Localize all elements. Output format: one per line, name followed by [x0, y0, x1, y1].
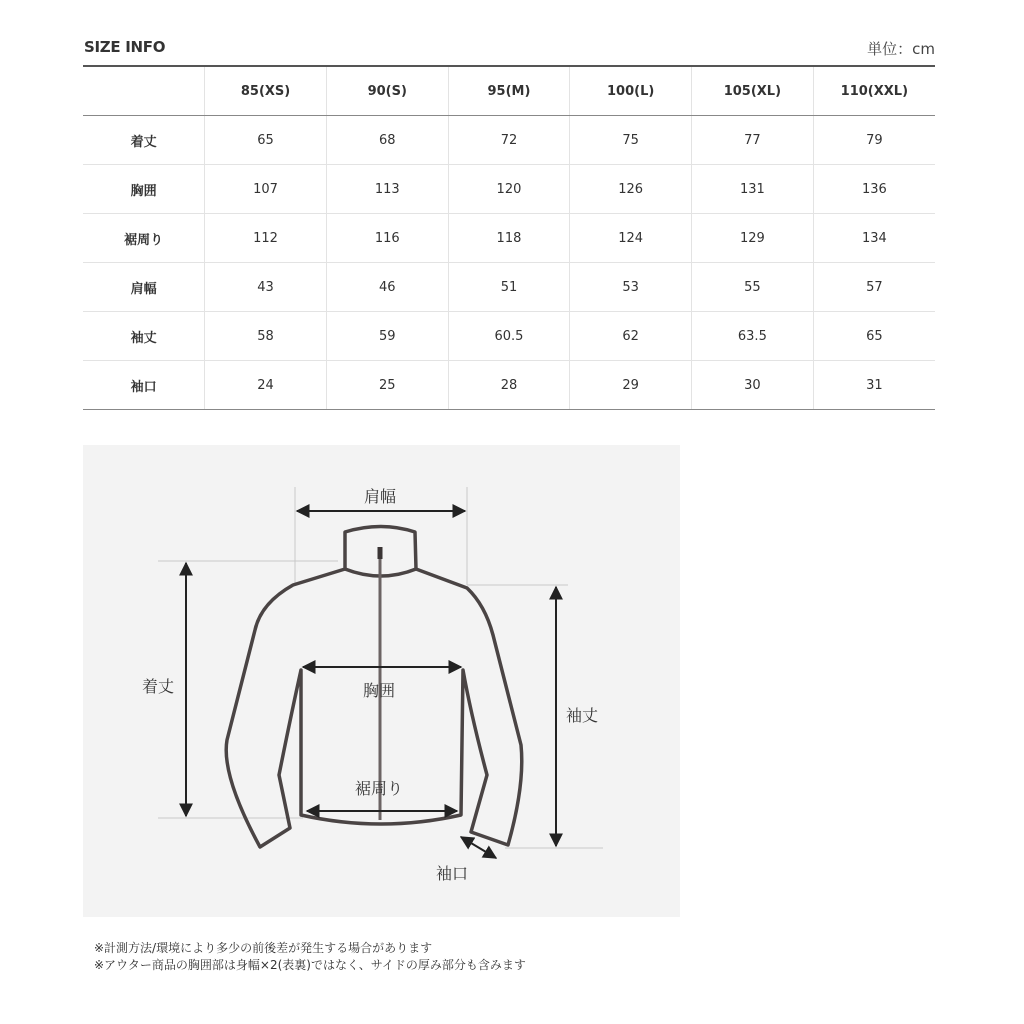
- column-header: 110(XXL): [813, 66, 935, 116]
- table-row: [83, 361, 935, 410]
- cuff-label: 袖口: [436, 864, 469, 883]
- table-cell: 31: [813, 361, 935, 410]
- table-cell: 58: [205, 312, 327, 361]
- column-header: 90(S): [326, 66, 448, 116]
- table-cell: 112: [205, 214, 327, 263]
- measurement-diagram: [83, 445, 680, 917]
- table-cell: 129: [692, 214, 814, 263]
- table-cell: 24: [205, 361, 327, 410]
- table-cell: 51: [448, 263, 570, 312]
- hem-label: 裾周り: [355, 779, 404, 798]
- column-header: 95(M): [448, 66, 570, 116]
- length-label: 着丈: [142, 677, 175, 696]
- table-cell: 134: [813, 214, 935, 263]
- table-row: [83, 263, 935, 312]
- table-cell: 118: [448, 214, 570, 263]
- row-label: 胸囲: [83, 165, 205, 214]
- table-cell: 25: [326, 361, 448, 410]
- table-cell: 57: [813, 263, 935, 312]
- note-line: ※アウター商品の胸囲部は身幅×2(表裏)ではなく、サイドの厚み部分も含みます: [94, 958, 526, 972]
- table-header-row: [83, 66, 935, 116]
- row-label: 袖丈: [83, 312, 205, 361]
- unit-label: 単位：cm: [867, 40, 935, 58]
- table-row: [83, 214, 935, 263]
- column-header: 85(XS): [205, 66, 327, 116]
- row-label: 着丈: [83, 116, 205, 165]
- table-cell: 62: [570, 312, 692, 361]
- column-header: 100(L): [570, 66, 692, 116]
- table-cell: 29: [570, 361, 692, 410]
- column-header: [83, 66, 205, 116]
- table-cell: 59: [326, 312, 448, 361]
- table-cell: 65: [813, 312, 935, 361]
- table-cell: 28: [448, 361, 570, 410]
- note-line: ※計測方法/環境により多少の前後差が発生する場合があります: [94, 941, 433, 955]
- table-cell: 75: [570, 116, 692, 165]
- table-cell: 131: [692, 165, 814, 214]
- table-cell: 30: [692, 361, 814, 410]
- table-cell: 43: [205, 263, 327, 312]
- table-cell: 116: [326, 214, 448, 263]
- table-row: [83, 312, 935, 361]
- table-cell: 72: [448, 116, 570, 165]
- table-row: [83, 116, 935, 165]
- table-cell: 120: [448, 165, 570, 214]
- table-cell: 79: [813, 116, 935, 165]
- table-cell: 124: [570, 214, 692, 263]
- table-cell: 107: [205, 165, 327, 214]
- chest-label: 胸囲: [363, 681, 396, 700]
- shoulder-label: 肩幅: [364, 487, 397, 506]
- table-cell: 126: [570, 165, 692, 214]
- table-cell: 113: [326, 165, 448, 214]
- row-label: 袖口: [83, 361, 205, 410]
- page-title: SIZE INFO: [84, 38, 166, 56]
- table-cell: 63.5: [692, 312, 814, 361]
- table-cell: 77: [692, 116, 814, 165]
- row-label: 肩幅: [83, 263, 205, 312]
- table-cell: 55: [692, 263, 814, 312]
- table-cell: 46: [326, 263, 448, 312]
- size-table: [83, 65, 935, 410]
- table-row: [83, 165, 935, 214]
- sleeve-length-label: 袖丈: [566, 706, 599, 725]
- table-cell: 136: [813, 165, 935, 214]
- row-label: 裾周り: [83, 214, 205, 263]
- column-header: 105(XL): [692, 66, 814, 116]
- table-cell: 53: [570, 263, 692, 312]
- table-cell: 68: [326, 116, 448, 165]
- notes: [94, 940, 526, 974]
- table-cell: 60.5: [448, 312, 570, 361]
- table-cell: 65: [205, 116, 327, 165]
